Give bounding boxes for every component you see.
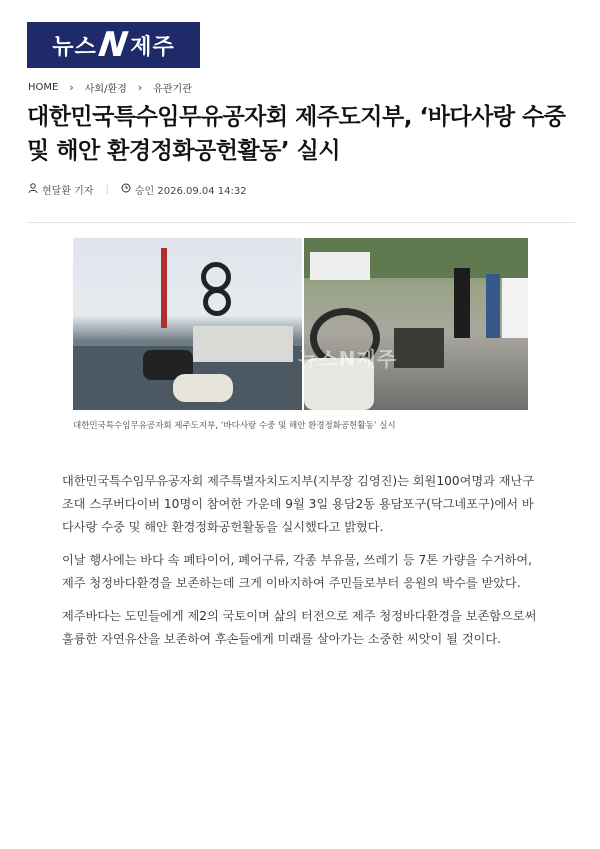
- article-paragraph: 대한민국특수임무유공자회 제주특별자치도지부(지부장 김영진)는 회원100여명과 재난구조대 스쿠버다이버 10명이 참여한 가운데 9월 3일 용담2동 용담포구(닥그네포구)에서 바다사랑 수중 및 해안 환경정화공헌활동을 실시했다고 밝혔다.: [62, 474, 535, 534]
- user-icon: [28, 183, 38, 196]
- breadcrumb-subsection[interactable]: 유관기관: [153, 84, 192, 95]
- breadcrumb-home[interactable]: HOME: [28, 82, 59, 93]
- photo-left-pier: [73, 238, 302, 410]
- logo-n-mark: N: [95, 25, 132, 65]
- header-divider: [27, 222, 575, 223]
- chevron-right-icon: ›: [69, 81, 74, 94]
- site-logo[interactable]: [27, 22, 200, 68]
- article-title: 대한민국특수임무유공자회 제주도지부, ‘바다사랑 수중 및 해안 환경정화공헌활동’ 실시: [27, 104, 566, 164]
- chevron-right-icon: ›: [137, 81, 143, 94]
- author-name[interactable]: 현달환 기자: [42, 186, 94, 197]
- photo-right-debris: [304, 238, 528, 410]
- meta-divider: |: [105, 184, 109, 195]
- clock-icon: [121, 183, 131, 196]
- article-paragraph: 제주바다는 도민들에게 제2의 국토이며 삶의 터전으로 제주 청정바다환경을 보존함으로써 훌륭한 자연유산을 보존하여 후손들에게 미래를 살아가는 소중한 씨앗이 될 것이다.: [62, 609, 537, 646]
- article-photo[interactable]: [73, 238, 528, 410]
- image-caption: 대한민국특수임무유공자회 제주도지부, ‘바다사랑 수중 및 해안 환경정화공헌활동’ 실시: [73, 421, 396, 431]
- photo-watermark: 뉴스N제주: [298, 347, 398, 371]
- logo-text-right: 제주: [130, 34, 175, 60]
- breadcrumb: [28, 80, 192, 95]
- article-meta: [28, 182, 247, 197]
- breadcrumb-section[interactable]: 사회/환경: [84, 84, 127, 95]
- approved-datetime: 승인 2026.09.04 14:32: [134, 186, 247, 197]
- article-paragraph: 이날 행사에는 바다 속 폐타이어, 폐어구류, 각종 부유물, 쓰레기 등 7톤 가량을 수거하여, 제주 청정바다환경을 보존하는데 크게 이바지하여 주민들로부터 응원의 박수를 받았다.: [62, 553, 533, 590]
- logo-text-left: 뉴스: [52, 34, 97, 60]
- article-body: [62, 470, 540, 661]
